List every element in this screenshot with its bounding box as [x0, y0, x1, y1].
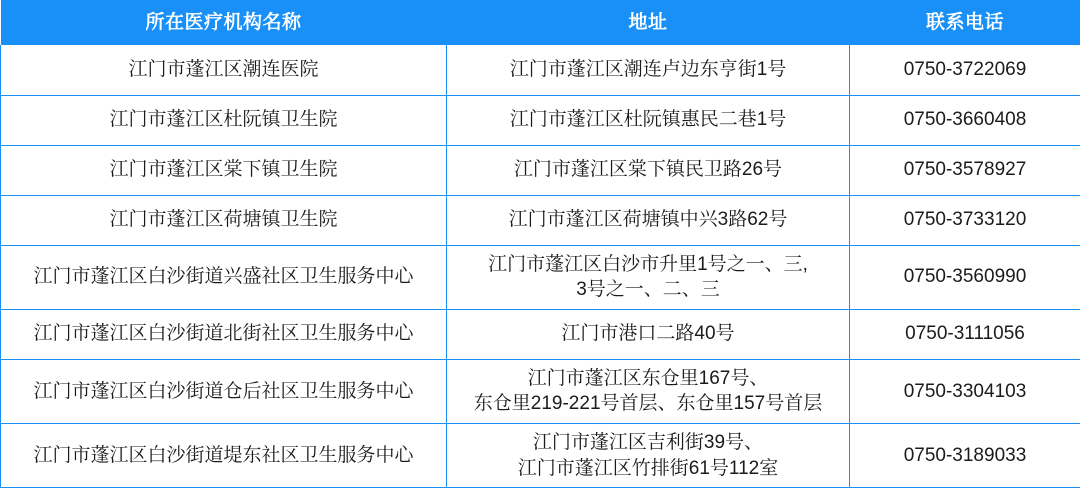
cell-phone: 0750-3722069 [850, 45, 1080, 95]
table-row [1, 245, 1080, 309]
cell-phone: 0750-3304103 [850, 359, 1080, 423]
address-line: 江门市蓬江区竹排街61号112室 [455, 456, 841, 482]
cell-phone: 0750-3189033 [850, 424, 1080, 488]
table-row [1, 45, 1080, 95]
table-row [1, 309, 1080, 359]
address-line: 江门市蓬江区荷塘镇中兴3路62号 [455, 207, 841, 233]
address-line: 江门市蓬江区东仓里167号、 [455, 366, 841, 392]
address-line: 江门市蓬江区白沙市升里1号之一、三, [455, 252, 841, 278]
cell-facility-name: 江门市蓬江区白沙街道仓后社区卫生服务中心 [1, 359, 447, 423]
cell-phone: 0750-3111056 [850, 309, 1080, 359]
address-line: 江门市蓬江区棠下镇民卫路26号 [455, 157, 841, 183]
table-body [1, 45, 1080, 488]
cell-address [447, 195, 850, 245]
cell-facility-name: 江门市蓬江区潮连医院 [1, 45, 447, 95]
table-row [1, 424, 1080, 488]
cell-phone: 0750-3578927 [850, 145, 1080, 195]
table-row [1, 195, 1080, 245]
cell-facility-name: 江门市蓬江区杜阮镇卫生院 [1, 95, 447, 145]
address-line: 江门市港口二路40号 [455, 321, 841, 347]
address-line: 东仓里219-221号首层、东仓里157号首层 [455, 391, 841, 417]
address-line: 3号之一、二、三 [455, 277, 841, 303]
cell-phone: 0750-3660408 [850, 95, 1080, 145]
column-header-facility-name: 所在医疗机构名称 [1, 0, 447, 45]
table-header [1, 0, 1080, 45]
cell-facility-name: 江门市蓬江区荷塘镇卫生院 [1, 195, 447, 245]
cell-phone: 0750-3733120 [850, 195, 1080, 245]
address-line: 江门市蓬江区潮连卢边东亨街1号 [455, 57, 841, 83]
table-row [1, 95, 1080, 145]
cell-address [447, 45, 850, 95]
cell-facility-name: 江门市蓬江区白沙街道北街社区卫生服务中心 [1, 309, 447, 359]
cell-address [447, 95, 850, 145]
cell-address [447, 359, 850, 423]
cell-address [447, 424, 850, 488]
cell-address [447, 245, 850, 309]
table-row [1, 145, 1080, 195]
address-line: 江门市蓬江区吉利街39号、 [455, 430, 841, 456]
column-header-phone: 联系电话 [850, 0, 1080, 45]
cell-phone: 0750-3560990 [850, 245, 1080, 309]
table-row [1, 359, 1080, 423]
table-header-row [1, 0, 1080, 45]
cell-facility-name: 江门市蓬江区白沙街道兴盛社区卫生服务中心 [1, 245, 447, 309]
cell-address [447, 145, 850, 195]
cell-address [447, 309, 850, 359]
cell-facility-name: 江门市蓬江区白沙街道堤东社区卫生服务中心 [1, 424, 447, 488]
address-line: 江门市蓬江区杜阮镇惠民二巷1号 [455, 107, 841, 133]
cell-facility-name: 江门市蓬江区棠下镇卫生院 [1, 145, 447, 195]
column-header-address: 地址 [447, 0, 850, 45]
